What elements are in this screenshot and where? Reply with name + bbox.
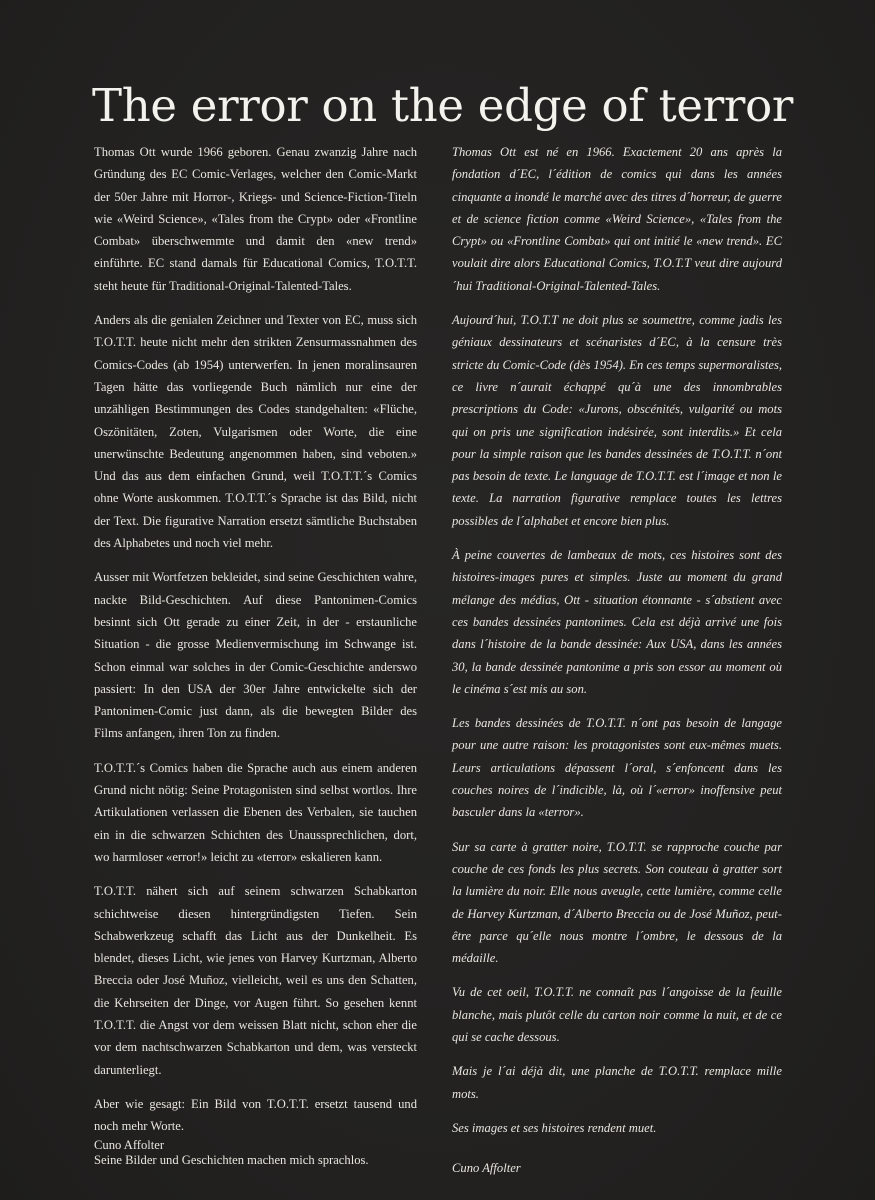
german-signature: Cuno Affolter: [94, 1138, 165, 1152]
german-paragraph: Aber wie gesagt: Ein Bild von T.O.T.T. ersetzt tausend und noch mehr Worte.: [94, 1096, 417, 1134]
french-paragraph: Sur sa carte à gratter noire, T.O.T.T. se rapproche couche par couche de ces fonds les plus secrets. Son couteau à gratter sort la lumière du noir. Elle nous aveugle, cette lumière, comme celle de Harvey Kurtzman, d´Alberto Breccia ou de José Muñoz, peut-être parce qu´elle nous montre l´ombre, le dessous de la médaille.: [452, 839, 782, 966]
french-column: [452, 141, 782, 1191]
french-paragraph: Les bandes dessinées de T.O.T.T. n´ont pas besoin de langage pour une autre raison: les protagonistes sont eux-mêmes muets. Leurs articulations dépassent l´oral, s´enfoncent dans les couches noires de l´indicible, là, où l´«error» inoffensive peut basculer dans la «terror».: [452, 716, 782, 820]
german-paragraph: Anders als die genialen Zeichner und Texter von EC, muss sich T.O.T.T. heute nicht mehr den strikten Zensurmassnahmen des Comics-Codes (ab 1954) unterwerfen. In jenen moralinsauren Tagen hätte das vorliegende Buch nämlich nur eine der unzähligen Bestimmungen des Codes standgehalten: «Flüche, Oszönitäten, Zoten, Vulgarismen oder Worte, die eine unerwünschte Bedeutung angenommen haben, sind veboten.» Und das aus dem einfachen Grund, weil T.O.T.T.´s Comics ohne Worte auskommen. T.O.T.T.´s Sprache ist das Bild, nicht der Text. Die figurative Narration ersetzt sämtliche Buchstaben des Alphabetes und noch viel mehr.: [94, 313, 417, 551]
german-paragraph: Seine Bilder und Geschichten machen mich sprachlos.: [94, 1153, 369, 1168]
french-paragraph: Ses images et ses histoires rendent muet.: [452, 1120, 657, 1135]
french-paragraph: Mais je l´ai déjà dit, une planche de T.O.T.T. remplace mille mots.: [452, 1064, 782, 1101]
german-column: [94, 141, 417, 1184]
german-paragraph: Ausser mit Wortfetzen bekleidet, sind seine Geschichten wahre, nackte Bild-Geschichten. Auf diese Pantonimen-Comics besinnt sich Ott gerade zu einer Zeit, in der - erstaunliche Situation - die grosse Medienvermischung im Schwange ist. Schon einmal war solches in der Comic-Geschichte anderswo passiert: In den USA der 30er Jahre entwickelte sich der Pantonimen-Comic just dann, als die bewegten Bilder des Films anfangen, ihren Ton zu finden.: [94, 570, 417, 741]
french-paragraph: Vu de cet oeil, T.O.T.T. ne connaît pas l´angoisse de la feuille blanche, mais plutôt celle du carton noir comme la nuit, et de ce qui se cache dessous.: [452, 985, 782, 1044]
german-paragraph: T.O.T.T.´s Comics haben die Sprache auch aus einem anderen Grund nicht nötig: Seine Protagonisten sind selbst wortlos. Ihre Artikulationen verlassen die Ebenen des Verbalen, sie tauchen ein in die schwarzen Schichten des Unaussprechlichen, dort, wo harmloser «error!» leicht zu «terror» eskalieren kann.: [94, 760, 417, 864]
french-paragraph: À peine couvertes de lambeaux de mots, ces histoires sont des histoires-images pures et simples. Juste au moment du grand mélange des médias, Ott - situation étonnante - s´abstient avec ces bandes dessinées pantonimes. Cela est déjà arrivé une fois dans l´histoire de la bande dessinée: Aux USA, dans les années 30, la bande dessinée pantonime a pris son essor au moment où le cinéma s´est mis au son.: [452, 548, 782, 696]
french-paragraph: Aujourd´hui, T.O.T.T ne doit plus se soumettre, comme jadis les géniaux dessinateurs et scénaristes d´EC, à la censure très stricte du Comic-Code (dès 1954). En ces temps supermoralistes, ce livre n´aurait échappé qu´à une des innombrables prescriptions du Code: «Jurons, obscénités, vulgarité ou mots qui on pris une signification indésirée, sont interdits.» Et cela pour la simple raison que les bandes dessinées de T.O.T.T. n´ont pas besoin de texte. Le language de T.O.T.T. est l´image et non le texte. La narration figurative remplace toutes les lettres possibles de l´alphabet et encore bien plus.: [452, 313, 782, 528]
french-paragraph: Thomas Ott est né en 1966. Exactement 20 ans après la fondation d´EC, l´édition de comics qui dans les années cinquante a inondé le marché avec des titres d´horreur, de guerre et de science fiction comme «Weird Science», «Tales from the Crypt» ou «Frontline Combat» qui ont initié le «new trend». EC voulait dire alors Educational Comics, T.O.T.T veut dire aujourd´hui Traditional-Original-Talented-Tales.: [452, 145, 782, 293]
german-paragraph: Thomas Ott wurde 1966 geboren. Genau zwanzig Jahre nach Gründung des EC Comic-Verlages, welcher den Comic-Markt der 50er Jahre mit Horror-, Kriegs- und Science-Fiction-Titeln wie «Weird Science», «Tales from the Crypt» oder «Frontline Combat» überschwemmte und damit den «new trend» einführte. EC stand damals für Educational Comics, T.O.T.T. steht heute für Traditional-Original-Talented-Tales.: [94, 145, 417, 293]
french-signature: Cuno Affolter: [452, 1161, 521, 1176]
german-paragraph: T.O.T.T. nähert sich auf seinem schwarzen Schabkarton schichtweise diesen hintergründigsten Tiefen. Sein Schabwerkzeug schafft das Licht aus der Dunkelheit. Es blendet, dieses Licht, wie jenes von Harvey Kurtzman, Alberto Breccia oder José Muñoz, vielleicht, weil es uns den Schatten, die Kehrseiten der Dinge, vor Augen führt. So gesehen kennt T.O.T.T. die Angst vor dem weissen Blatt nicht, schon eher die vor dem nachtschwarzen Schabkarton und dem, was versteckt darunterliegt.: [94, 884, 417, 1077]
page-title: The error on the edge of terror: [92, 79, 794, 132]
